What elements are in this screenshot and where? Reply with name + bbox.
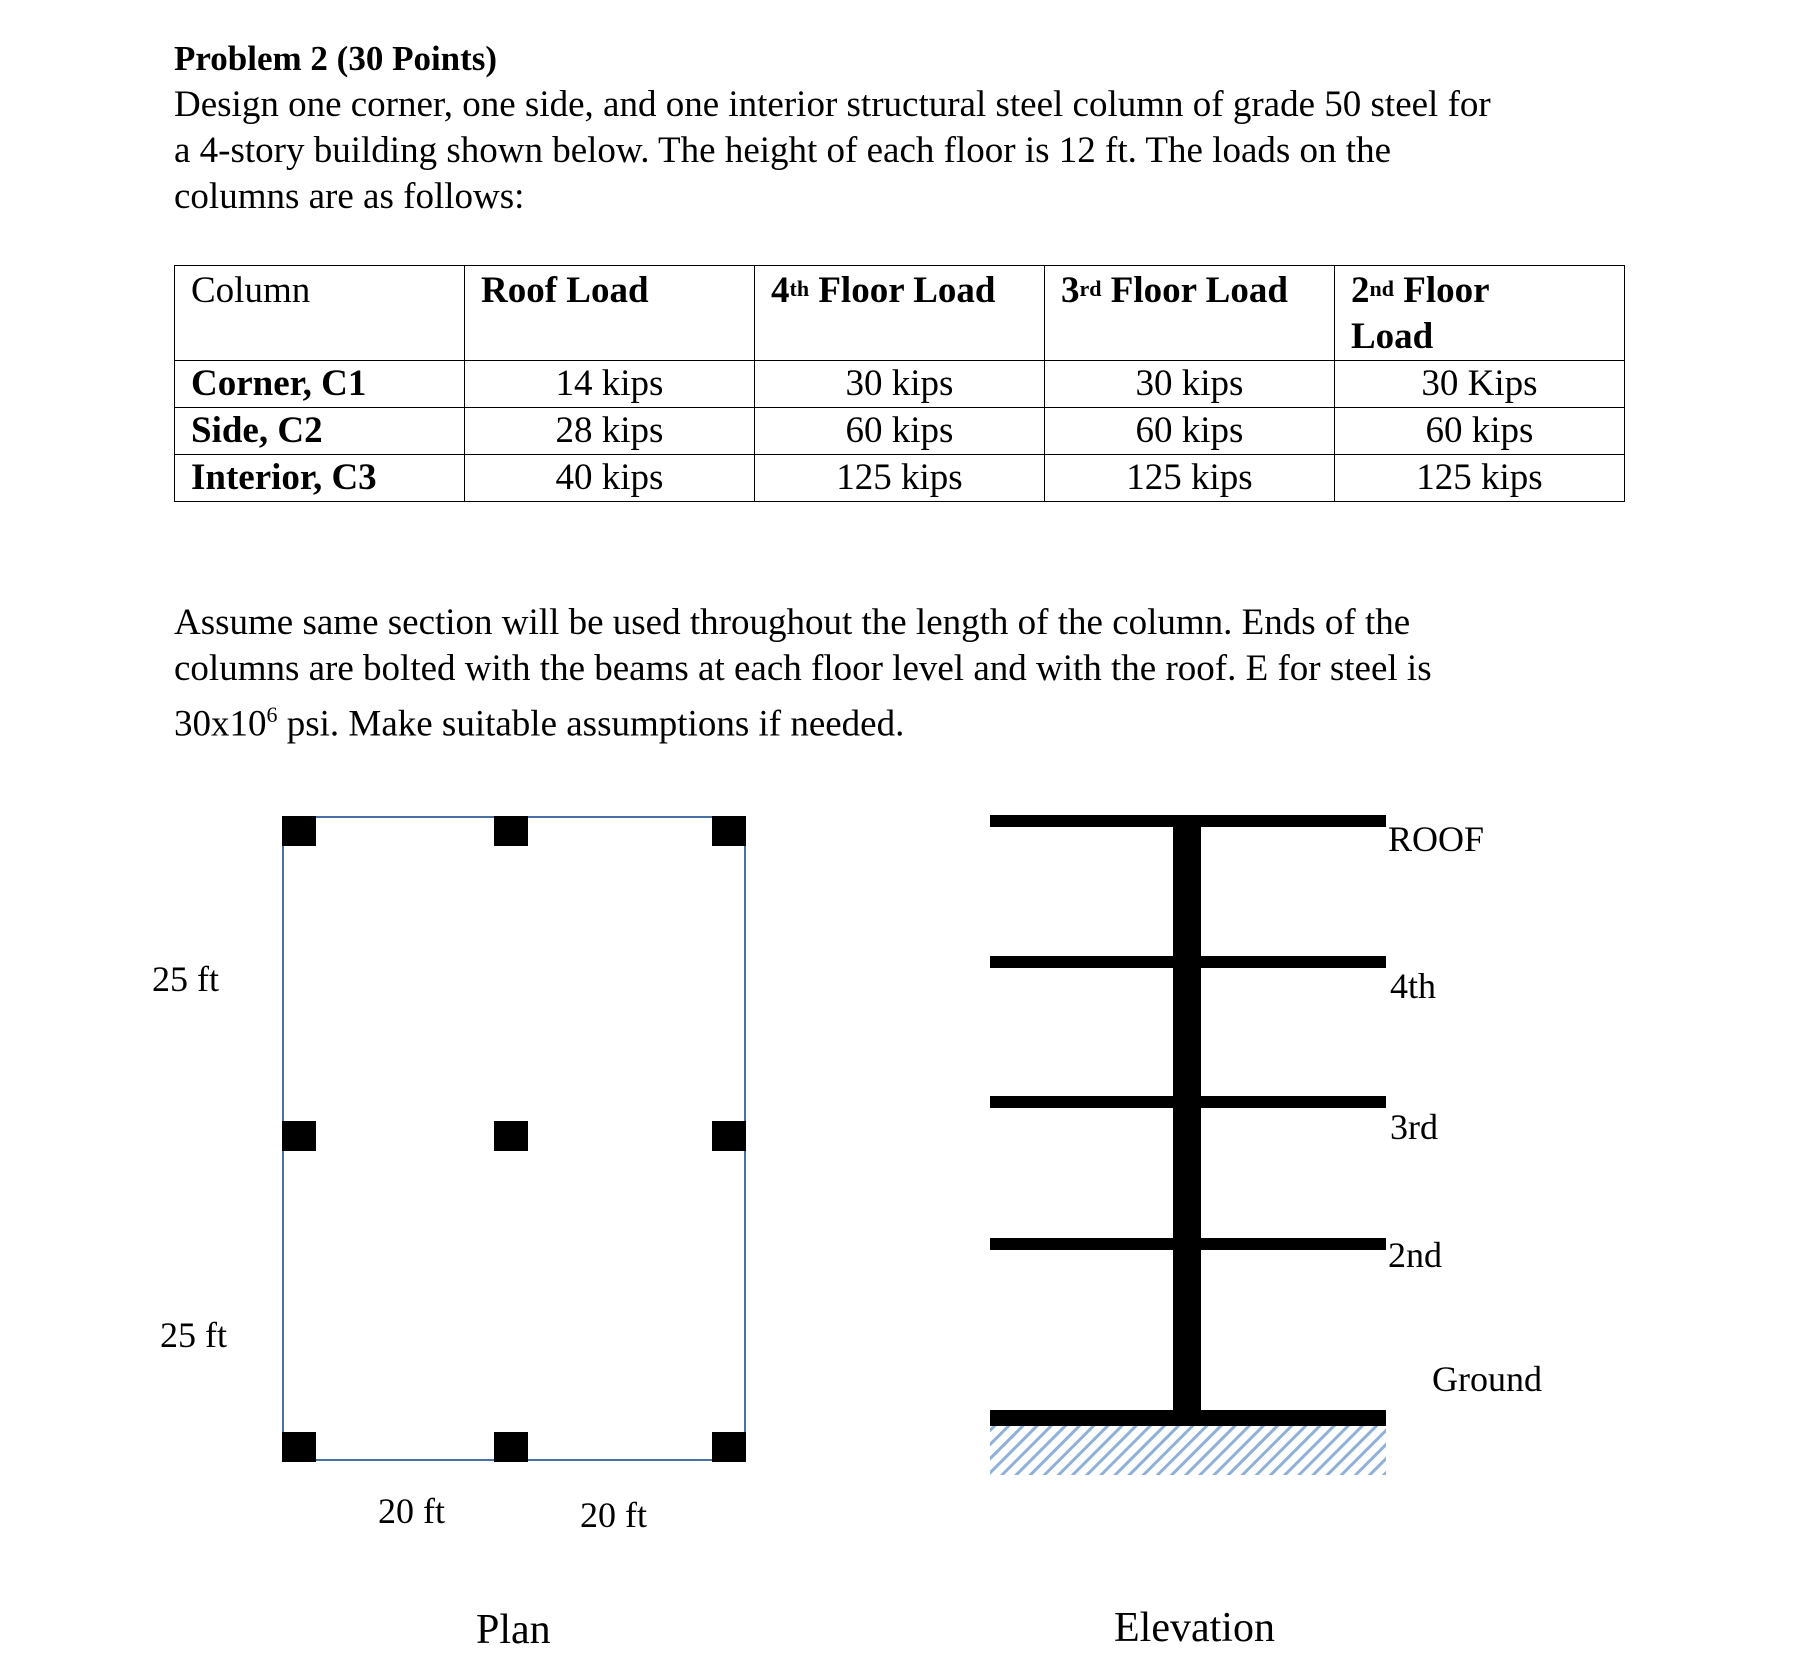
third-floor-load-cell: 30 kips xyxy=(1045,361,1335,408)
intro-line-2: a 4-story building shown below. The height of each floor is 12 ft. The loads on the xyxy=(174,130,1392,171)
elevation-caption: Elevation xyxy=(1114,1605,1275,1651)
roof-load-cell: 14 kips xyxy=(465,361,755,408)
assumptions-line-1: Assume same section will be used throughout the length of the column. Ends of the xyxy=(174,602,1411,643)
plan-column-corner xyxy=(282,816,316,846)
plan-dim-lower-25ft: 25 ft xyxy=(160,1315,227,1355)
second-floor-beam xyxy=(990,1238,1386,1250)
roof-load-cell: 40 kips xyxy=(465,455,755,502)
plan-column-corner xyxy=(712,1432,746,1462)
second-floor-load-cell: 125 kips xyxy=(1335,455,1625,502)
plan-column-corner xyxy=(712,816,746,846)
elevation-frame xyxy=(990,815,1386,1475)
level-label-4th: 4th xyxy=(1390,966,1437,1006)
row-name: Corner, C1 xyxy=(175,361,465,408)
assumptions-line-2: columns are bolted with the beams at each floor level and with the roof. E for steel is xyxy=(174,648,1432,689)
third-floor-load-cell: 125 kips xyxy=(1045,455,1335,502)
plan-column-interior xyxy=(494,1121,528,1151)
second-floor-load-cell: 60 kips xyxy=(1335,408,1625,455)
fourth-floor-load-cell: 60 kips xyxy=(755,408,1045,455)
row-name: Interior, C3 xyxy=(175,455,465,502)
level-label-ground: Ground xyxy=(1432,1359,1542,1399)
header-2nd-floor-load: 2nd Floor Load xyxy=(1335,266,1625,361)
roof-beam xyxy=(990,815,1386,827)
level-label-roof: ROOF xyxy=(1388,819,1485,859)
plan-caption: Plan xyxy=(476,1607,551,1653)
fourth-floor-beam xyxy=(990,956,1386,968)
header-3rd-floor-load: 3rd Floor Load xyxy=(1045,266,1335,361)
plan-columns xyxy=(282,816,746,1462)
problem-title: Problem 2 (30 Points) xyxy=(174,39,498,78)
fourth-floor-load-cell: 125 kips xyxy=(755,455,1045,502)
plan-dim-left-20ft: 20 ft xyxy=(378,1491,445,1531)
plan-column-corner xyxy=(282,1432,316,1462)
ground-hatch xyxy=(990,1425,1386,1475)
plan-column-side xyxy=(712,1121,746,1151)
second-floor-load-cell: 30 Kips xyxy=(1335,361,1625,408)
fourth-floor-load-cell: 30 kips xyxy=(755,361,1045,408)
level-label-3rd: 3rd xyxy=(1390,1107,1438,1147)
plan-column-side xyxy=(282,1121,316,1151)
level-label-2nd: 2nd xyxy=(1388,1235,1442,1275)
header-column: Column xyxy=(175,266,465,361)
ground-beam xyxy=(990,1410,1386,1426)
plan-dim-upper-25ft: 25 ft xyxy=(152,959,219,999)
intro-line-1: Design one corner, one side, and one interior structural steel column of grade 50 steel for xyxy=(174,84,1491,125)
header-4th-floor-load: 4th Floor Load xyxy=(755,266,1045,361)
roof-load-cell: 28 kips xyxy=(465,408,755,455)
header-roof-load: Roof Load xyxy=(465,266,755,361)
elevation-column xyxy=(1173,815,1201,1415)
plan-dim-right-20ft: 20 ft xyxy=(580,1495,647,1535)
third-floor-beam xyxy=(990,1096,1386,1108)
plan-column-side xyxy=(494,1432,528,1462)
third-floor-load-cell: 60 kips xyxy=(1045,408,1335,455)
row-name: Side, C2 xyxy=(175,408,465,455)
intro-line-3: columns are as follows: xyxy=(174,176,525,217)
assumptions-line-3: $30x10^6$ psi. Make suitable assumptions if needed. xyxy=(174,702,905,745)
plan-column-side xyxy=(494,816,528,846)
